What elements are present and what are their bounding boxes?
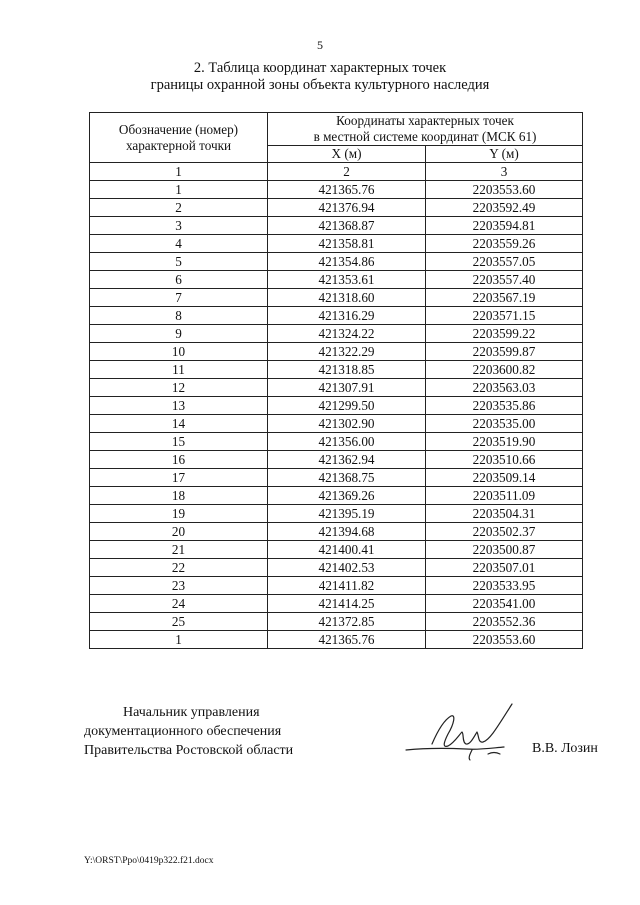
table-title-line-2: границы охранной зоны объекта культурного наследия — [150, 77, 490, 93]
table-row — [90, 577, 583, 595]
x-coordinate-cell: 421402.53 — [268, 559, 426, 577]
y-coordinate-cell: 2203502.37 — [426, 523, 583, 541]
table-row — [90, 289, 583, 307]
x-coordinate-cell: 421365.76 — [268, 181, 426, 199]
point-number-cell: 23 — [90, 577, 268, 595]
y-coordinate-cell: 2203535.86 — [426, 397, 583, 415]
point-number-cell: 19 — [90, 505, 268, 523]
y-coordinate-cell: 2203535.00 — [426, 415, 583, 433]
x-coordinate-cell: 421368.87 — [268, 217, 426, 235]
x-coordinate-cell: 421369.26 — [268, 487, 426, 505]
table-row — [90, 199, 583, 217]
point-number-cell: 8 — [90, 307, 268, 325]
x-coordinate-cell: 421411.82 — [268, 577, 426, 595]
table-title — [0, 60, 640, 94]
table-row — [90, 451, 583, 469]
x-coordinate-cell: 421400.41 — [268, 541, 426, 559]
y-coordinate-cell: 2203500.87 — [426, 541, 583, 559]
point-number-cell: 1 — [90, 631, 268, 649]
point-number-cell: 10 — [90, 343, 268, 361]
y-coordinate-cell: 2203600.82 — [426, 361, 583, 379]
x-coordinate-cell: 421372.85 — [268, 613, 426, 631]
table-row — [90, 433, 583, 451]
header-point-line-1: Обозначение (номер) — [118, 121, 239, 137]
x-coordinate-cell: 421322.29 — [268, 343, 426, 361]
point-number-cell: 2 — [90, 199, 268, 217]
point-number-cell: 9 — [90, 325, 268, 343]
table-row — [90, 307, 583, 325]
column-number: 3 — [426, 163, 583, 181]
column-number-row — [90, 163, 583, 181]
point-number-cell: 22 — [90, 559, 268, 577]
signature-position — [84, 703, 293, 760]
x-coordinate-cell: 421414.25 — [268, 595, 426, 613]
x-coordinate-cell: 421353.61 — [268, 271, 426, 289]
table-header — [90, 113, 583, 163]
y-coordinate-cell: 2203559.26 — [426, 235, 583, 253]
point-number-cell: 4 — [90, 235, 268, 253]
y-coordinate-cell: 2203599.22 — [426, 325, 583, 343]
header-coordinates — [268, 113, 583, 146]
header-point-designation — [90, 113, 268, 163]
table-row — [90, 505, 583, 523]
column-number: 1 — [90, 163, 268, 181]
signer-name: В.В. Лозин — [532, 741, 598, 756]
y-coordinate-cell: 2203552.36 — [426, 613, 583, 631]
y-coordinate-cell: 2203567.19 — [426, 289, 583, 307]
point-number-cell: 11 — [90, 361, 268, 379]
table-row — [90, 631, 583, 649]
table-row — [90, 181, 583, 199]
y-coordinate-cell: 2203533.95 — [426, 577, 583, 595]
x-coordinate-cell: 421362.94 — [268, 451, 426, 469]
table-row — [90, 325, 583, 343]
x-coordinate-cell: 421318.85 — [268, 361, 426, 379]
point-number-cell: 25 — [90, 613, 268, 631]
y-coordinate-cell: 2203504.31 — [426, 505, 583, 523]
y-coordinate-cell: 2203592.49 — [426, 199, 583, 217]
position-line-1: Начальник управления — [123, 705, 260, 720]
table-row — [90, 235, 583, 253]
y-coordinate-cell: 2203557.40 — [426, 271, 583, 289]
point-number-cell: 1 — [90, 181, 268, 199]
point-number-cell: 15 — [90, 433, 268, 451]
point-number-cell: 21 — [90, 541, 268, 559]
point-number-cell: 13 — [90, 397, 268, 415]
y-coordinate-cell: 2203541.00 — [426, 595, 583, 613]
x-coordinate-cell: 421376.94 — [268, 199, 426, 217]
table-row — [90, 613, 583, 631]
y-coordinate-cell: 2203563.03 — [426, 379, 583, 397]
table-row — [90, 343, 583, 361]
x-coordinate-cell: 421356.00 — [268, 433, 426, 451]
table-row — [90, 523, 583, 541]
header-point-line-2: характерной точки — [125, 137, 232, 153]
x-coordinate-cell: 421358.81 — [268, 235, 426, 253]
point-number-cell: 20 — [90, 523, 268, 541]
x-coordinate-cell: 421299.50 — [268, 397, 426, 415]
position-line-2: документационного обеспечения — [84, 724, 282, 739]
table-row — [90, 397, 583, 415]
column-number: 2 — [268, 163, 426, 181]
point-number-cell: 7 — [90, 289, 268, 307]
point-number-cell: 12 — [90, 379, 268, 397]
point-number-cell: 16 — [90, 451, 268, 469]
point-number-cell: 5 — [90, 253, 268, 271]
file-path: Y:\ORST\Ppo\0419p322.f21.docx — [84, 856, 214, 866]
y-coordinate-cell: 2203510.66 — [426, 451, 583, 469]
x-coordinate-cell: 421365.76 — [268, 631, 426, 649]
table-row — [90, 415, 583, 433]
table-row — [90, 559, 583, 577]
y-coordinate-cell: 2203553.60 — [426, 631, 583, 649]
x-coordinate-cell: 421324.22 — [268, 325, 426, 343]
y-coordinate-cell: 2203594.81 — [426, 217, 583, 235]
y-coordinate-cell: 2203507.01 — [426, 559, 583, 577]
page-number: 5 — [317, 38, 323, 52]
y-coordinate-cell: 2203599.87 — [426, 343, 583, 361]
table-row — [90, 271, 583, 289]
x-coordinate-cell: 421302.90 — [268, 415, 426, 433]
x-coordinate-cell: 421354.86 — [268, 253, 426, 271]
point-number-cell: 14 — [90, 415, 268, 433]
x-coordinate-cell: 421368.75 — [268, 469, 426, 487]
y-coordinate-cell: 2203553.60 — [426, 181, 583, 199]
position-line-3: Правительства Ростовской области — [84, 743, 294, 758]
table-row — [90, 379, 583, 397]
table-body — [90, 163, 583, 649]
table-row — [90, 469, 583, 487]
header-coordinates-line-1: Координаты характерных точек — [336, 113, 514, 128]
point-number-cell: 24 — [90, 595, 268, 613]
table-row — [90, 217, 583, 235]
table-row — [90, 253, 583, 271]
handwritten-signature — [404, 690, 526, 768]
x-coordinate-cell: 421316.29 — [268, 307, 426, 325]
point-number-cell: 6 — [90, 271, 268, 289]
point-number-cell: 3 — [90, 217, 268, 235]
x-coordinate-cell: 421394.68 — [268, 523, 426, 541]
x-coordinate-cell: 421318.60 — [268, 289, 426, 307]
table-row — [90, 361, 583, 379]
point-number-cell: 18 — [90, 487, 268, 505]
point-number-cell: 17 — [90, 469, 268, 487]
table-row — [90, 487, 583, 505]
y-coordinate-cell: 2203571.15 — [426, 307, 583, 325]
table-title-line-1: 2. Таблица координат характерных точек — [193, 60, 447, 76]
header-y: Y (м) — [426, 146, 583, 163]
x-coordinate-cell: 421307.91 — [268, 379, 426, 397]
y-coordinate-cell: 2203519.90 — [426, 433, 583, 451]
y-coordinate-cell: 2203557.05 — [426, 253, 583, 271]
table-row — [90, 595, 583, 613]
header-x: X (м) — [268, 146, 426, 163]
table-row — [90, 541, 583, 559]
y-coordinate-cell: 2203509.14 — [426, 469, 583, 487]
coordinates-table — [89, 112, 583, 649]
y-coordinate-cell: 2203511.09 — [426, 487, 583, 505]
header-coordinates-line-2: в местной системе координат (МСК 61) — [313, 129, 537, 144]
x-coordinate-cell: 421395.19 — [268, 505, 426, 523]
